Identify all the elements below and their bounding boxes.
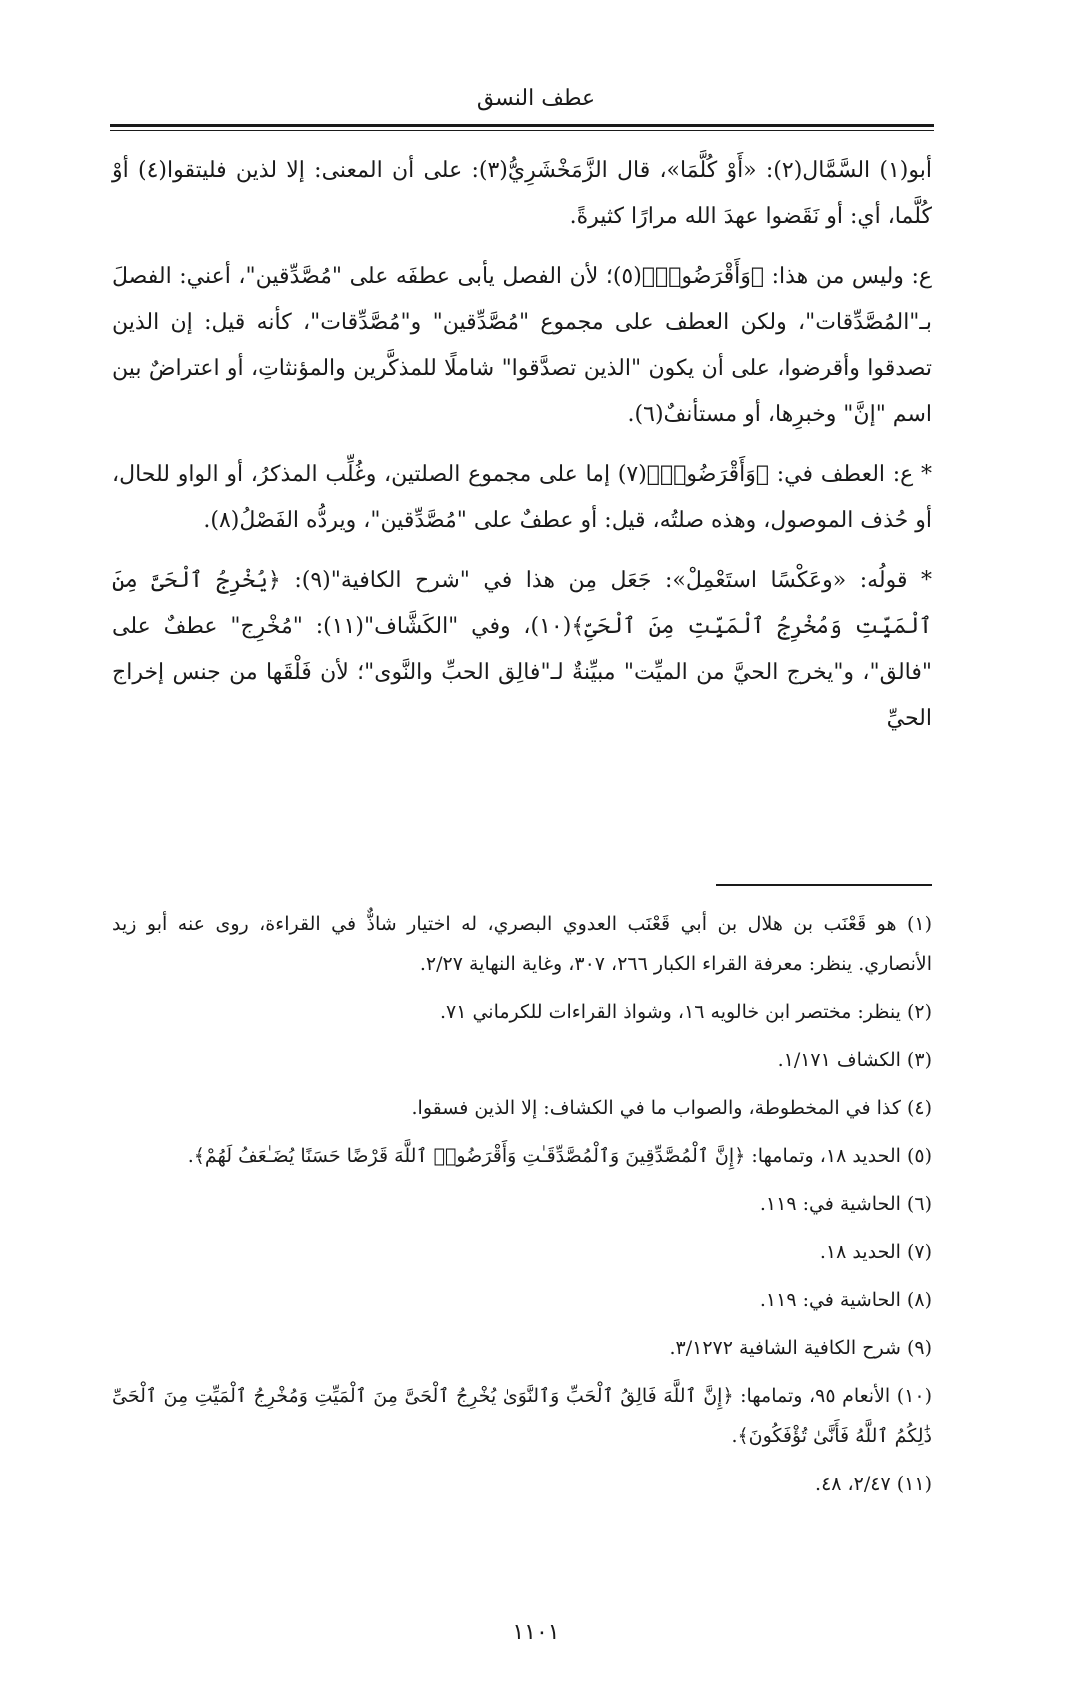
header-rule-thin xyxy=(110,130,934,131)
paragraph: * قولُه: «وعَكْسًا استَعْمِلْ»: جَعَل مِن هذا في "شرح الكافية"(٩): ﴿يُخْرِجُ ٱلْحَىَّ مِنَ ٱلْمَيِّتِ وَمُخْرِجُ ٱلْمَيِّتِ مِنَ ٱلْحَىِّ﴾(١٠)، وفي "الكَشَّاف"(١١): "مُخْرِج" عطفٌ على "فالق"، و"يخرج الحيَّ من الميِّت" مبيِّنةٌ لـ"فالِق الحبِّ والنَّوى"؛ لأن فَلْقَها من جنس إخراج الحيِّ xyxy=(112,568,933,731)
footnote-separator xyxy=(716,884,932,886)
header-rule-thick xyxy=(110,124,934,127)
footnote: (٥) الحديد ١٨، وتمامها: ﴿إِنَّ ٱلْمُصَّدِّقِينَ وَٱلْمُصَّدِّقَـٰتِ وَأَقْرَضُوا۟ ٱللَّهَ قَرْضًا حَسَنًا يُضَـٰعَفُ لَهُمْ﴾. xyxy=(187,1145,932,1167)
footnote: (٦) الحاشية في: ١١٩. xyxy=(759,1193,932,1215)
main-text xyxy=(112,148,932,756)
paragraph: ع: وليس من هذا: ﴿وَأَقْرَضُوا۟﴾(٥)؛ لأن الفصل يأبى عطفَه على "مُصَّدِّقين"، أعني: الفصلَ بـ"المُصَّدِّقات"، ولكن العطف على مجموع "مُصَّدِّقين" و"مُصَّدِّقات"، كأنه قيل: إن الذين تصدقوا وأقرضوا، على أن يكون "الذين تصدَّقوا" شاملًا للمذكَّرين والمؤنثاتِ، أو اعتراضٌ بين اسم "إنَّ" وخبرِها، أو مستأنفٌ(٦). xyxy=(112,264,932,427)
footnote: (١) هو قَعْنَب بن هلال بن أبي قَعْنَب العدوي البصري، له اختيار شاذٌّ في القراءة، روى عنه أبو زيد الأنصاري. ينظر: معرفة القراء الكبار ٢٦٦، ٣٠٧، وغاية النهاية ٢/٢٧. xyxy=(112,913,932,975)
footnote: (١٠) الأنعام ٩٥، وتمامها: ﴿إِنَّ ٱللَّهَ فَالِقُ ٱلْحَبِّ وَٱلنَّوَىٰ يُخْرِجُ ٱلْحَىَّ مِنَ ٱلْمَيِّتِ وَمُخْرِجُ ٱلْمَيِّتِ مِنَ ٱلْحَىِّ ذَٰلِكُمُ ٱللَّهُ فَأَنَّىٰ تُؤْفَكُونَ﴾. xyxy=(112,1385,932,1447)
page-number: ١١٠١ xyxy=(512,1620,560,1645)
paragraph: * ع: العطف في: ﴿وَأَقْرَضُوا۟﴾(٧) إما على مجموع الصلتين، وغُلِّب المذكرُ، أو الواو للحال، أو حُذف الموصول، وهذه صلتُه، قيل: أو عطفٌ على "مُصَّدِّقين"، ويردُّه الفَصْلُ(٨). xyxy=(112,462,932,533)
footnote: (٢) ينظر: مختصر ابن خالويه ١٦، وشواذ القراءات للكرماني ٧١. xyxy=(439,1001,932,1023)
footnote: (٧) الحديد ١٨. xyxy=(819,1241,932,1263)
footnote: (٩) شرح الكافية الشافية ٣/١٢٧٢. xyxy=(669,1337,932,1359)
footnote: (١١) ٢/٤٧، ٤٨. xyxy=(815,1473,932,1495)
footnote: (٨) الحاشية في: ١١٩. xyxy=(759,1289,932,1311)
footnote: (٤) كذا في المخطوطة، والصواب ما في الكشاف: إلا الذين فسقوا. xyxy=(411,1097,932,1119)
paragraph: أبو(١) السَّمَّال(٢): «أَوْ كُلَّمَا»، قال الزَّمَخْشَرِيُّ(٣): على أن المعنى: إلا لذين فليتقوا(٤) أوْ كُلَّما، أي: أو نَقَضوا عهدَ الله مرارًا كثيرةً. xyxy=(112,158,932,229)
footnotes xyxy=(112,904,932,1512)
footnote: (٣) الكشاف ١/١٧١. xyxy=(777,1049,932,1071)
running-head: عطف النسق xyxy=(476,86,596,111)
